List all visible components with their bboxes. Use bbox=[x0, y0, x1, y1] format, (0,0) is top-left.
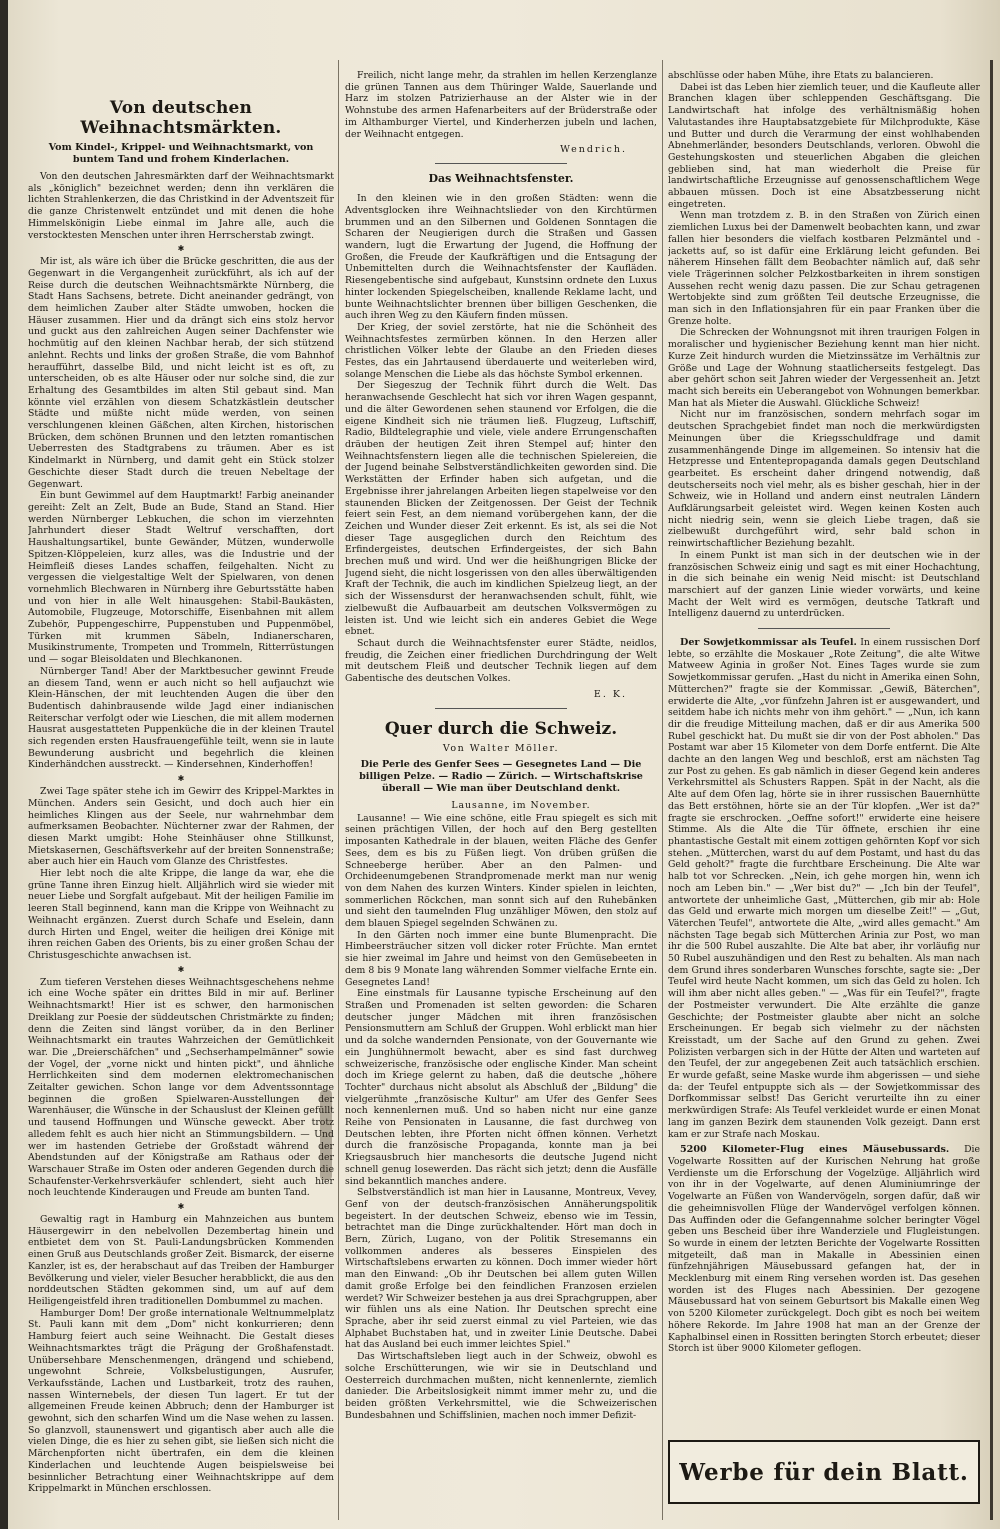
paragraph: Eine einstmals für Lausanne typische Erscheinung auf den Straßen und Promenaden ist selten geworden: die Scharen deutscher junger Mädchen mit ihren französischen Pensionsmuttern am Schluß der Gruppen. Wohl erblickt man hier und da solche wandernden Pensionate, von der Gouvernante wie ein Junghühnermolt bewacht, aber es sind fast durchweg schweizerische, französische oder englische Kinder. Man scheint doch im Kriege gelernt zu haben, daß die deutsche „höhere Tochter" durchaus nicht absolut als Abschluß der „Bildung" die vielgerühmte „französische Kultur" am Ufer des Genfer Sees noch kennenlernen muß. Und so haben nicht nur eine ganze Reihe von Pensionaten in Lausanne, die fast durchweg von Deutschen lebten, ihre Pforten nicht öffnen können. Verhetzt durch die französische Propaganda, konnte man ja bei Kriegsausbruch hier manchesorts die deutsche Jugend nicht schnell genug losewerden. Das rächt sich jetzt; denn die Ausfälle sind bekanntlich manches andere. bbox=[345, 988, 657, 1187]
article-keywords: Die Perle des Genfer Sees — Gesegnetes Land — Die billigen Pelze. — Radio — Zürich. — Wirtschaftskrise überall — Wie man über Deutschland denkt. bbox=[359, 758, 643, 794]
paragraph: Zwei Tage später stehe ich im Gewirr des Krippel-Marktes in München. Anders sein Gesicht, und doch auch hier ein heimliches Klingen aus der Seele, nur wahrnehmbar dem aufmerksamen Beobachter. Nüchterner zwar der Rahmen, der diesen Markt umgibt: Hohe Steinhäuser ohne Stillkunst, Mietskasernen, Geschäftsverkehr auf der breiten Sonnenstraße; aber auch hier ein Hauch vom Glanze des Christfestes. bbox=[28, 786, 334, 868]
news-item-lead: 5200 Kilometer-Flug eines Mäusebussards. bbox=[680, 1144, 950, 1156]
paragraph: Mir ist, als wäre ich über die Brücke geschritten, die aus der Gegenwart in die Vergangenheit zurückführt, als ich auf der Reise durch die deutschen Weihnachtsmärkte Nürnberg, die Stadt Hans Sachsens, betrete. Dicht aneinander gedrängt, von dem heimlichen Zauber alter Städte umwoben, hocken die Häuser zusammen. Hier und da drängt sich eins stolz hervor und guckt aus den zahlreichen Augen seiner Dachfenster wie hochmütig auf den kleinen Nachbar herab, der sich stützend anlehnt. Rechts und links der großen Straße, die vom Bahnhof heraufführt, dasselbe Bild, und nicht leicht ist es oft, zu unterscheiden, ob es alte Häuser oder nur solche sind, die zur Erhaltung des Gesamtbildes im alten Stil gebaut sind. Man könnte viel erzählen von diesem Schatzkästlein deutscher Städte und müßte nicht müde werden, von seinen verschlungenen kleinen Gäßchen, alten Kirchen, historischen Brücken, dem schönen Brunnen und den letzten romantischen Ueberresten des Stadtgrabens zu träumen. Aber es ist Kindelmarkt in Nürnberg, und damit geht ein Stück stolzer Geschichte dieser Stadt durch die treuen Nebeltage der Gegenwart. bbox=[28, 256, 334, 490]
paragraph: Selbstverständlich ist man hier in Lausanne, Montreux, Vevey, Genf von der deutsch-französischen Annäherungspolitik begeistert. In der deutschen Schweiz, ebenso wie im Tessin, betrachtet man die Dinge zurückhaltender. Hört man doch in Bern, Zürich, Lugano, von der Politik Stresemanns ein vollkommen anderes als besseres Einspielen des Wirtschaftslebens erwarten zu können. Doch immer wieder hört man den Einwand: „Ob ihr Deutschen bei allem guten Willen damit große Erfolge bei den feindlichen Franzosen erzielen werdet? Wir Schweizer bestehen ja aus drei Sprachgruppen, aber wir fühlen uns als eine Nation. Ihr Deutschen sprecht eine Sprache, aber ihr seid zuerst einmal zu viel Parteien, wie das Alphabet Buchstaben hat, und in zweiter Linie Deutsche. Dabei hat das Ausland bei euch immer leichtes Spiel." bbox=[345, 1187, 657, 1351]
divider bbox=[758, 628, 890, 629]
signature: E. K. bbox=[593, 688, 627, 700]
byline: Von Walter Möller. bbox=[442, 742, 560, 754]
news-item-lead: Der Sowjetkommissar als Teufel. bbox=[680, 637, 857, 649]
paragraph: Gewaltig ragt in Hamburg ein Mahnzeichen aus buntem Häusergewirr in den nebelvollen Dezembertag hinein und entbietet dem von St. Pauli-Landungsbrücken Kommenden einen Gruß aus Deutschlands großer Zeit. Bismarck, der eiserne Kanzler, ist es, der herabschaut auf das Treiben der Hamburger Bevölkerung und vieler, vieler Besucher herabblickt, die aus den norddeutschen Städten gekommen sind, um auf auf dem Heiligengeistfeld ihren traditionellen Dombummel zu machen. bbox=[28, 1214, 334, 1307]
paragraph: Freilich, nicht lange mehr, da strahlen im hellen Kerzenglanze die grünen Tannen aus dem Thüringer Walde, Sauerlande und Harz im stolzen Patrizierhause an der Alster wie in der Wohnstube des armen Hafenarbeiters auf der Brüderstraße oder im Althamburger Viertel, und Kinderherzen jubeln und lachen, der Weihnacht entgegen. bbox=[345, 70, 657, 140]
paragraph: In einem Punkt ist man sich in der deutschen wie in der französischen Schweiz einig und sagt es mit einer Hochachtung, in die sich beinahe ein wenig Neid mischt: ist Deutschland marschiert auf der ganzen Linie wieder vorwärts, und keine Macht der Welt wird es vermögen, deutsche Tatkraft und Intelligenz dauernd zu unterdrücken. bbox=[668, 549, 980, 620]
separator-star: ✱ bbox=[177, 774, 185, 784]
column-2 bbox=[345, 70, 657, 1510]
news-item-text: Die Vogelwarte Rossitten auf der Kurischen Nehrung hat große Verdienste um die Erforschung der Vogelzüge. Alljährlich wird von ihr in der Vogelwarte, auf denen Aluminiumringe der Vogelwarte an Füßen von Wandervögeln, sorgen dafür, daß wir die geheimnisvollen Flüge der Wandervögel verfolgen können. Das Auffinden oder die Gefangennahme solcher beringter Vögel geben uns Bescheid über ihre Wanderziele und Flugleistungen. So wurde in einem der letzten Berichte der Vogelwarte Rossitten mitgeteilt, daß man in Makalle in Abessinien einen fünfzehnjährigen Mäusebussard gefangen hat, der in Mecklenburg mit einem Ring versehen worden ist. Das gesehen worden ist des Fluges nach Abessinien. Der gezogene Mäusebussard hat von seinem Geburtsort bis Makalle einen Weg von 5200 Kilometer zurückgelegt. Doch gibt es noch bei weitem höhere Rekorde. Im Jahre 1908 hat man an der Grenze der Kaphalbinsel einen in Rossitten beringten Storch erbeutet; dieser Storch ist über 9000 Kilometer geflogen. bbox=[668, 1144, 980, 1355]
paragraph: Ein bunt Gewimmel auf dem Hauptmarkt! Farbig aneinander gereiht: Zelt an Zelt, Bude an Bude, Stand an Stand. Hier werden Nürnberger Lebkuchen, die schon im vierzehnten Jahrhundert dieser Stadt Weltruf verschafften, dort Haushaltungsartikel, bunte Gewänder, Mützen, wunderwolle Spitzen-Klöppeleien, kurz alles, was die Industrie und der Heimfleiß dieses Landes schaffen, feilgehalten. Nicht zu vergessen die vielgestaltige Welt der Spielwaren, von denen vornehmlich Blechwaren in Nürnberg ihre Geburtsstätte haben und von hier in alle Welt hinausgehen: Stabil-Baukästen, Automobile, Flugzeuge, Motorschiffe, Eisenbahnen mit allem Zubehör, Puppengeschirre, Puppenstuben und Puppenmöbel, Türken mit krummen Säbeln, Indianerscharen, Musikinstrumente, Trompeten und Trommeln, Ritterrüstungen und — sogar Bleisoldaten und Blechkanonen. bbox=[28, 490, 334, 666]
paragraph: Das Wirtschaftsleben liegt auch in der Schweiz, obwohl es solche Erschütterungen, wie wir sie in Deutschland und Oesterreich durchmachen mußten, nicht kennenlernte, ziemlich danieder. Die Arbeitslosigkeit nimmt immer mehr zu, und die beiden größten Verkehrsmittel, wie die Schweizerischen Bundesbahnen und Schiffslinien, machen noch immer Defizit- bbox=[345, 1351, 657, 1421]
article-subtitle: Vom Kindel-, Krippel- und Weihnachtsmarkt, von buntem Tand und frohem Kinderlachen. bbox=[48, 142, 314, 165]
page-edge bbox=[990, 60, 993, 1520]
column-rule bbox=[338, 60, 339, 1520]
binding-edge bbox=[0, 0, 8, 1529]
divider bbox=[435, 163, 567, 164]
paragraph: Die Schrecken der Wohnungsnot mit ihren traurigen Folgen in moralischer und hygienischer Beziehung kennt man hier nicht. Kurze Zeit hindurch wurden die Mietzinssätze im Verhältnis zur Größe und Lage der Wohnung staatlicherseits festgelegt. Das aber gehört schon seit Jahren wieder der Vergessenheit an. Jetzt macht sich bereits ein Ueberangebot von Wohnungen bemerkbar. Man hat als Mieter die Auswahl. Glückliche Schweiz! bbox=[668, 327, 980, 409]
paragraph: In den kleinen wie in den großen Städten: wenn die Adventsglocken ihre Weihnachtslieder von den Kirchtürmen brummen und an den Silbernen und Goldenen Sonntagen die Scharen der Neugierigen durch die Straßen und Gassen wandern, lugt die Erwartung der Jugend, die Hoffnung der Großen, die Freude der Kaufkräftigen und die Entsagung der Unbemittelten durch die Weihnachtsfenster der Kaufläden. Riesengebentische sind aufgebaut, Kunstsinn ordnete den Luxus hinter lockenden Spiegelscheiben, knallende Reklame lacht, und bunte Weihnachtslichter brennen über billigen Geschenken, die auch ihren Weg zu den Käufern finden müssen. bbox=[345, 193, 657, 322]
article-title: Quer durch die Schweiz. bbox=[384, 718, 618, 739]
paragraph: Lausanne! — Wie eine schöne, eitle Frau spiegelt es sich mit seinen prächtigen Villen, der hoch auf den Berg gestellten imposanten Kathedrale in der blauen, weiten Fläche des Genfer Sees, dem es bis zu Füßen liegt. Von drüben grüßen die Schneeberge herüber. Aber an den Palmen- und Orchideenumgebenen Strandpromenade merkt man nur wenig von dem Nahen des kurzen Winters. Kinder spielen in leichten, sommerlichen Röckchen, man sonnt sich auf den Ruhebänken und sieht den taumelnden Flug unzähliger Möwen, den stolz auf dem blauen Spiegel segelnden Schwänen zu. bbox=[345, 812, 657, 930]
promo-box bbox=[668, 1440, 980, 1504]
paragraph: Der Krieg, der soviel zerstörte, hat nie die Schönheit des Weihnachtsfestes zermürben können. In den Herzen aller christlichen Völker lebte der Glaube an den Frieden dieses Festes, das ein Jahrtausend überdauerte und weiterleben wird, solange Menschen die Liebe als das höchste Symbol erkennen. bbox=[345, 321, 657, 380]
paragraph: abschlüsse oder haben Mühe, ihre Etats zu balancieren. bbox=[668, 70, 934, 81]
separator-star: ✱ bbox=[177, 244, 185, 254]
divider bbox=[435, 708, 567, 709]
column-3 bbox=[668, 70, 980, 1510]
news-item bbox=[668, 1144, 980, 1355]
promo-text: Werbe für dein Blatt. bbox=[679, 1458, 969, 1486]
paragraph: Hier lebt noch die alte Krippe, die lange da war, ehe die grüne Tanne ihren Einzug hielt. Alljährlich wird sie wieder mit neuer Liebe und Sorgfalt aufgebaut. Mit der heiligen Familie im leeren Stall beginnend, kann man die Krippe von Weihnacht zu Weihnacht ergänzen. Zuerst durch Schafe und Eselein, dann durch Hirten und Engel, weiter die heiligen drei Könige mit ihren reichen Gaben des Orients, bis zu einer großen Schau der Christusgeschichte anwachsen ist. bbox=[28, 868, 334, 961]
paragraph: Dabei ist das Leben hier ziemlich teuer, und die Kaufleute aller Branchen klagen über schleppenden Geschäftsgang. Die Landwirtschaft hat infolge des verhältnismäßig hohen Valutastandes ihre Hauptabsatzgebiete für Milchprodukte, Käse und Butter und durch die Verarmung der einst wohlhabenden Abnehmerländer, besonders Deutschlands, verloren. Obwohl die Gestehungskosten und steuerlichen Abgaben die gleichen geblieben sind, hat man wiederholt die Preise für landwirtschaftliche Erzeugnisse auf genossenschaftlichem Wege abbauen müssen. Doch ist eine Absatzbesserung nicht eingetreten. bbox=[668, 81, 980, 210]
column-1 bbox=[28, 70, 334, 1505]
paragraph: Der Siegeszug der Technik führt durch die Welt. Das heranwachsende Geschlecht hat sich vor ihren Wagen gespannt, und die älter Gewordenen sehen staunend vor Erfolgen, die die eigene Kindheit sich nie träumen ließ. Flugzeug, Luftschiff, Radio, Bildtelegraphie und viele, viele andere Errungenschaften dräuben der heutigen Zeit ihren Stempel auf; hinter den Weihnachtsfenstern liegen alle die technischen Spielereien, die der Jugend beinahe Selbstverständlichkeiten geworden sind. Die Werkstätten der Erfinder haben sich aufgetan, und die Ergebnisse ihrer jahrelangen Arbeiten liegen stapelweise vor den staunenden Blicken der Zeitgenossen. Der Geist der Technik feiert sein Fest, an dem niemand vorübergehen kann, der die Zeichen und Wunder dieser Zeit erkennt. Es ist, als sei die Not dieser Tage ausgeglichen durch den Reichtum des Erfindergeistes, deutschen Erfindergeistes, der sich Bahn brechen muß und wird. Und wer die heißhungrigen Blicke der Jugend sieht, die nicht losgerissen von den alles überwältigenden Kraft der Technik, die auch im kindlichen Spielzeug liegt, an der sich der Wissensdurst der heranwachsenden schult, fühlt, wie zielbewußt die Aufbauarbeit am deutschen Volksvermögen zu leisten ist. Und wie leicht sich ein anderes Gebiet die Wege ebnet. bbox=[345, 380, 657, 638]
print-smudge bbox=[320, 1090, 332, 1180]
paragraph: Von den deutschen Jahresmärkten darf der Weihnachtsmarkt als „königlich" bezeichnet werden; denn ihn verklären die lichten Strahlenkerzen, die das Christkind in der Adventszeit für die ganze Christenwelt entzündet und mit denen die hohe Himmelskönigin Liebe einmal im Jahre alle, auch die verstocktesten Menschen unter ihren Herrscherstab zwingt. bbox=[28, 171, 334, 241]
column-rule bbox=[662, 60, 663, 1520]
article-title: Von deutschen Weihnachtsmärkten. bbox=[80, 98, 282, 138]
news-item bbox=[668, 637, 980, 1140]
separator-star: ✱ bbox=[177, 1202, 185, 1212]
separator-star: ✱ bbox=[177, 964, 185, 974]
signature: Wendrich. bbox=[560, 144, 627, 156]
paragraph: Wenn man trotzdem z. B. in den Straßen von Zürich einen ziemlichen Luxus bei der Damenwelt beobachten kann, und zwar fallen hier besonders die vielfach kostbaren Pelzmäntel und -jacketts auf, so ist dafür eine Erklärung leicht gefunden. Bei näherem Hinsehen fällt dem Beobachter nämlich auf, daß sehr viele Trägerinnen solcher Pelzkostbarkeiten in ihrem sonstigen Aussehen recht wenig dazu passen. Die zur Schau getragenen Wertobjekte sind zum größten Teil deutsche Erzeugnisse, die man sich in den Inflationsjahren für ein paar Franken über die Grenze holte. bbox=[668, 210, 980, 327]
paragraph: Nürnberger Tand! Aber der Marktbesucher gewinnt Freude an diesem Tand, wenn er auch nicht so hell aufjauchzt wie Klein-Hänschen, der mit leuchtenden Augen die über den Budentisch dahinbrausende wilde Jagd einer indianischen Reiterschar verfolgt oder wie Lieschen, die mit allem modernen Hausrat ausgestatteten Puppenküche die in der kleinen Trautel sich regenden ersten Hausfrauengefühle teilt, wenn sie in laute Bewunderung ausbricht und begehrlich die kleinen Kinderhändchen ausstreckt. — Kindersehnen, Kinderhoffen! bbox=[28, 665, 334, 771]
paragraph: Hamburger Dom! Der große internationale Weltnummelplatz St. Pauli kann mit dem „Dom" nicht konkurrieren; denn Hamburg feiert auch seine Weihnacht. Die Gestalt dieses Weihnachtsmarktes trägt die Prägung der Großhafenstadt. Unübersehbare Menschenmengen, drängend und schiebend, ungewohnt Schreie, Volksbelustigungen, Ausrufer, Verkaufsstände, Lachen und Lustbarkeit, trotz des rauhen, nassen Winternebels, der diesen Tun lagert. Er tut der allgemeinen Freude keinen Abbruch; denn der Hamburger ist gewohnt, sich den scharfen Wind um die Nase wehen zu lassen. So glanzvoll, staunenswert und gigantisch aber auch alle die vielen Dinge, die es hier zu sehen gibt, sie ließen sich nicht die Märchenpforten nicht übertrafen, ein dem die kleinen Kinderlachen und leuchtende Augen beispielsweise bei besinnlicher Betrachtung einer Weihnachtskrippe auf dem Krippelmarkt in München erschlossen. bbox=[28, 1307, 334, 1495]
paragraph: Nicht nur im französischen, sondern mehrfach sogar im deutschen Sprachgebiet findet man noch die merkwürdigsten Meinungen über die Kriegsschuldfrage und damit zusammenhängende Dinge im allgemeinen. So intensiv hat die Hetzpresse und Ententepropaganda damals gegen Deutschland gearbeitet. Es erscheint daher dringend notwendig, daß deutscherseits noch viel mehr, als es bisher geschah, hier in der Schweiz, wie in Holland und andern einst neutralen Ländern Aufklärungsarbeit geleistet wird. Wegen keinen Kosten auch nicht niedrig sein, wenn sie gleich Liebe tragen, daß sie zielbewußt durchgeführt wird, sehr bald schon in reinwirtschaftlicher Beziehung bezahlt. bbox=[668, 409, 980, 550]
paragraph: Schaut durch die Weihnachtsfenster eurer Städte, neidlos, freudig, die Zeichen einer friedlichen Durchdringung der Welt mit deutschem Fleiß und deutscher Technik liegen auf dem Gabentische des deutschen Volkes. bbox=[345, 637, 657, 685]
news-item-text: In einem russischen Dorf lebte, so erzählte die Moskauer „Rote Zeitung", die alte Witwe Matweew Aginia in großer Not. Eines Tages wurde sie zum Sowjetkommissar gerufen. „Hast du nicht in Amerika einen Sohn, Mütterchen?" fragte sie der Kommissar. „Gewiß, Bäterchen", erwiderte die Alte, „vor fünfzehn Jahren ist er ausgewandert, und seitdem habe ich nichts mehr von ihm gehört." — „Nun, ich kann dir die freudige Mitteilung machen, daß er dir aus Amerika 500 Rubel geschickt hat. Du mußt sie dir von der Post abholen." Das Postamt war aber 15 Kilometer von dem Dorfe entfernt. Die Alte dachte an den langen Weg und beschloß, erst am nächsten Tag zur Post zu gehen. Es gab nämlich in dieser Gegend kein anderes Verkehrsmittel als Schusters Rappen. Spät in der Nacht, als die Alte auf dem Ofen lag, hörte sie in ihrer russischen Bauernhütte das Bett erstöhnen, hörte sie an der Tür klopfen. „Wer ist da?" fragte sie erschrocken. „Oeffne sofort!" erwiderte eine heisere Stimme. Als die Alte die Tür öffnete, erschien ihr eine phantastische Gestalt mit einem zottigen gehörnten Kopf vor sich stehen. „Mütterchen, warst du auf dem Postamt, und hast du das Geld geholt?" fragte die furchtbare Erscheinung. Die Alte war halb tot vor Schrecken. „Nein, ich gehe morgen hin, wenn ich noch am Leben bin." — „Wer bist du?" — „Ich bin der Teufel", antwortete der unheimliche Gast, „Mütterchen, gib mir ab: Hole das Geld und erwarte mich morgen um dieselbe Zeit!" — „Gut, Väterchen Teufel", antwortete die Alte, „wird alles gemacht." Am nächsten Tage begab sich Mütterchen Arinia zur Post, wo man ihr die 500 Rubel auszahlte. Die Alte bat aber, ihr vorläufig nur 50 Rubel auszuhändigen und den Rest zu behalten. Als man nach dem Grund ihres sonderbaren Wunsches forschte, sagte sie: „Der Teufel wird heute Nacht kommen, um sich das Geld zu holen. Ich will ihm aber nicht alles geben." — „Was für ein Teufel?", fragte der Postmeister verwundert. Die Alte erzählte die ganze Geschichte; der Postmeister glaubte aber nicht an solche Erscheinungen. Er begab sich vielmehr zu der nächsten Kreisstadt, um der Sache auf den Grund zu gehen. Zwei Polizisten verbargen sich in der Hütte der Alten und warteten auf den Teufel, der zur angegebenen Zeit auch tatsächlich erschien. Er wurde gefaßt, seine Maske wurde ihm abgerissen — und siehe da: der Teufel entpuppte sich als — der Sowjetkommissar des Dorfkommissar selbst! Das Gericht verurteilte ihn zu einer merkwürdigen Strafe: Als Teufel verkleidet wurde er einen Monat lang im ganzen Bezirk dem staunenden Volk gezeigt. Dann erst kam er zur Strafe nach Moskau. bbox=[668, 637, 980, 1140]
paragraph: In den Gärten noch immer eine bunte Blumenpracht. Die Himbeersträucher sitzen voll dicker roter Früchte. Man erntet sie hier zweimal im Jahre und heimst von den Gemüsebeeten in dem 8 bis 9 Monate lang währenden Sommer vielfache Ernte ein. Gesegnetes Land! bbox=[345, 929, 657, 988]
article-title: Das Weihnachtsfenster. bbox=[428, 172, 574, 186]
place-date: Lausanne, im November. bbox=[451, 799, 591, 811]
paragraph: Zum tieferen Verstehen dieses Weihnachtsgeschehens nehme ich eine Woche später ein drittes Bild in mir auf. Berliner Weihnachtsmarkt! Hier ist es schwer, den harmonischen Dreiklang zur Poesie der süddeutschen Christmärkte zu finden; denn die Zeiten sind längst vorüber, da in den Berliner Weihnachtsmarkt ein trautes Wahrzeichen der Gemütlichkeit war. Die „Dreierschäfchen" und „Sechserhampelmänner" sowie der Vogel, der „vorne nickt und hinten pickt", und ähnliche Herrlichkeiten sind dem modernen elektromechanischen Zeitalter gewichen. Schon lange vor dem Adventssonntage beginnen die großen Spielwaren-Ausstellungen der Warenhäuser, die Wünsche in der Schauslust der Kleinen gefüllt und tausend Hoffnungen und Wünsche geweckt. Aber trotz alledem fehlt es auch hier nicht an Stimmungsbildern. — Und wer im hastenden Getriebe der Großstadt während der Abendstunden auf der Königstraße am Rathaus oder der Warschauer Straße im Osten oder anderen Gegenden durch die Schaufenster-Verkehrsverkäufer schlendert, sieht auch hier noch leuchtende Kinderaugen und Freude am bunten Tand. bbox=[28, 976, 334, 1199]
